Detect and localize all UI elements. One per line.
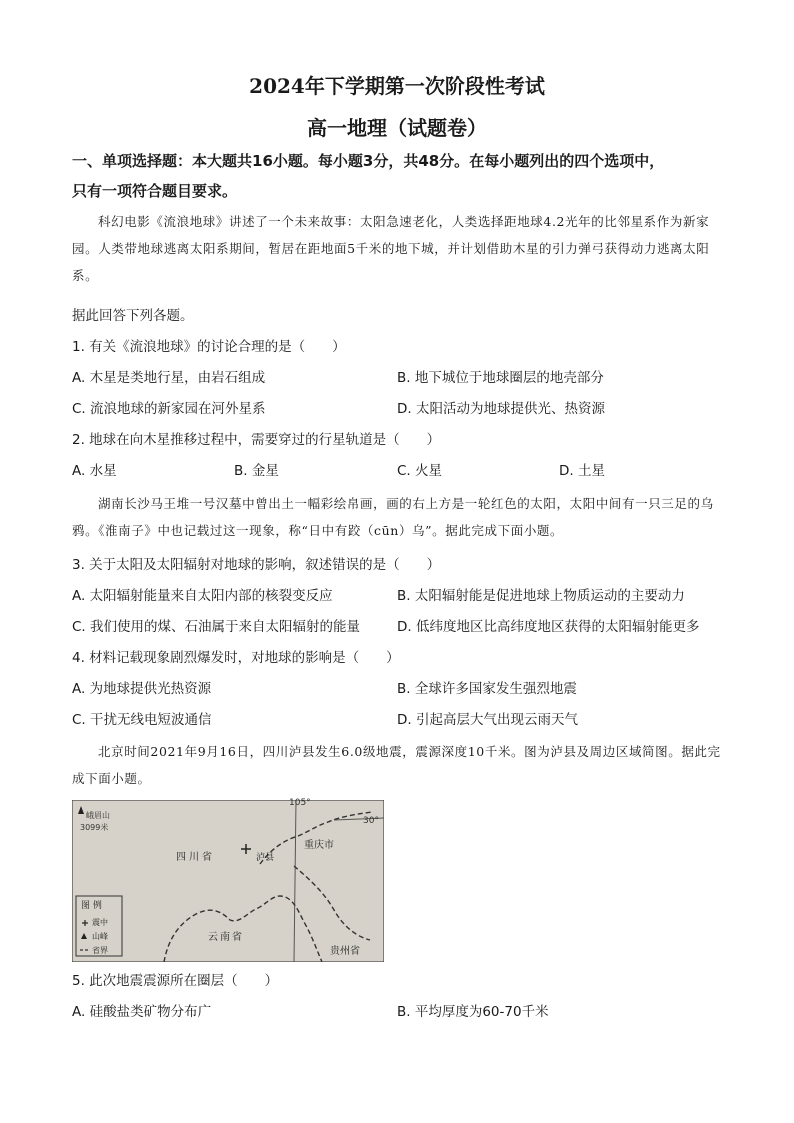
question-4-option-a: A. 为地球提供光热资源 — [72, 681, 212, 697]
question-2-option-b: B. 金星 — [234, 463, 279, 479]
passage-2-text: 湖南长沙马王堆一号汉墓中曾出土一幅彩绘帛画，画的右上方是一轮红色的太阳，太阳中间有一只三足的乌鸦。《淮南子》中也记载过这一现象，称“日中有跤（cūn）乌”。据此完成下面小题。 — [72, 496, 714, 538]
question-1-option-a: A. 木星是类地行星，由岩石组成 — [72, 370, 266, 386]
passage-1-prompt: 据此回答下列各题。 — [72, 308, 194, 324]
section-heading — [72, 146, 732, 206]
question-1-option-b: B. 地下城位于地球圈层的地壳部分 — [397, 370, 604, 386]
question-5-option-b: B. 平均厚度为60-70千米 — [397, 1004, 549, 1020]
map-longitude-label: 105° — [289, 798, 311, 808]
luxian-region-map — [72, 800, 384, 962]
map-peak-name: 峨眉山 — [86, 811, 110, 820]
map-peak-height: 3099米 — [80, 823, 109, 832]
question-1-option-d: D. 太阳活动为地球提供光、热资源 — [397, 401, 605, 417]
section-heading-line2: 只有一项符合题目要求。 — [72, 182, 238, 200]
exam-title: 2024年下学期第一次阶段性考试 — [249, 74, 545, 98]
question-2-option-a: A. 水星 — [72, 463, 117, 479]
map-legend-title: 图 例 — [81, 901, 102, 911]
question-4-option-b: B. 全球许多国家发生强烈地震 — [397, 681, 577, 697]
question-2-stem: 2. 地球在向木星推移过程中，需要穿过的行星轨道是（ ） — [72, 432, 441, 448]
map-label-yunnan: 云南省 — [208, 932, 244, 943]
question-3-option-a: A. 太阳辐射能量来自太阳内部的核裂变反应 — [72, 588, 333, 604]
map-legend-epicenter: 震中 — [92, 918, 108, 927]
map-legend-peak: 山峰 — [92, 932, 108, 941]
question-3-option-c: C. 我们使用的煤、石油属于来自太阳辐射的能量 — [72, 619, 361, 635]
passage-wandering-earth — [72, 208, 722, 289]
question-2-option-d: D. 土星 — [559, 463, 605, 479]
question-3-stem: 3. 关于太阳及太阳辐射对地球的影响，叙述错误的是（ ） — [72, 557, 441, 573]
map-legend-boundary: 省界 — [92, 946, 108, 955]
question-2-option-c: C. 火星 — [397, 463, 443, 479]
question-1-stem: 1. 有关《流浪地球》的讨论合理的是（ ） — [72, 339, 346, 355]
map-label-epicenter: 泸县 — [256, 853, 275, 863]
passage-3-text: 北京时间2021年9月16日，四川泸县发生6.0级地震，震源深度10千米。图为泸县及周边区域简图。据此完成下面小题。 — [72, 744, 721, 786]
question-4-stem: 4. 材料记载现象剧烈爆发时，对地球的影响是（ ） — [72, 650, 400, 666]
passage-1-text: 科幻电影《流浪地球》讲述了一个未来故事：太阳急速老化，人类选择距地球4.2光年的比邻星系作为新家园。人类带地球逃离太阳系期间，暂居在距地面5千米的地下城，并计划借助木星的引力弹弓获得动力逃离太阳系。 — [72, 214, 710, 283]
question-5-stem: 5. 此次地震震源所在圈层（ ） — [72, 973, 279, 989]
question-4-option-d: D. 引起高层大气出现云雨天气 — [397, 712, 578, 728]
question-3-option-d: D. 低纬度地区比高纬度地区获得的太阳辐射能更多 — [397, 619, 700, 635]
map-latitude-label: 30° — [363, 816, 379, 826]
question-4-option-c: C. 干扰无线电短波通信 — [72, 712, 212, 728]
map-label-guizhou: 贵州省 — [330, 946, 360, 957]
section-heading-line1: 一、单项选择题：本大题共16小题。每小题3分，共48分。在每小题列出的四个选项中， — [72, 152, 665, 170]
exam-subtitle: 高一地理（试题卷） — [307, 116, 487, 140]
question-3-option-b: B. 太阳辐射能是促进地球上物质运动的主要动力 — [397, 588, 685, 604]
map-label-chongqing: 重庆市 — [304, 840, 334, 851]
question-1-option-c: C. 流浪地球的新家园在河外星系 — [72, 401, 266, 417]
passage-mawangdui — [72, 490, 722, 544]
question-5-option-a: A. 硅酸盐类矿物分布广 — [72, 1004, 212, 1020]
passage-luxian-earthquake — [72, 738, 722, 792]
map-label-sichuan: 四川省 — [176, 852, 215, 863]
